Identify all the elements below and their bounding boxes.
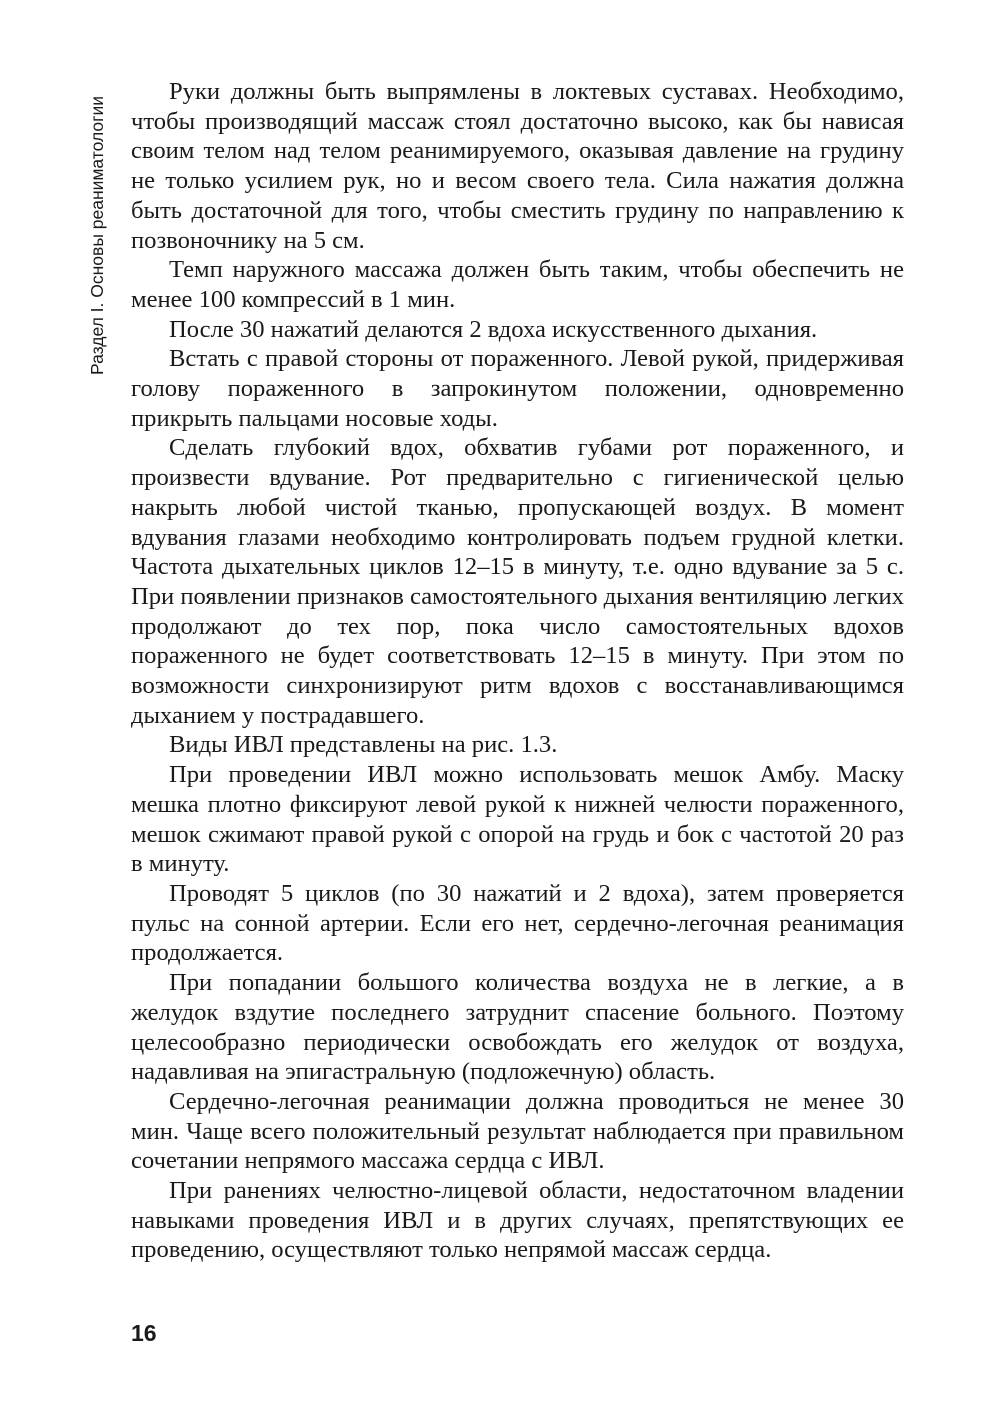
paragraph: Встать с правой стороны от пораженного. Левой рукой, придерживая голову пораженного в запрокинутом положении, одновременно прикрыть пальцами носовые ходы.: [131, 345, 904, 432]
paragraph: Темп наружного массажа должен быть таким, чтобы обеспечить не менее 100 компрессий в 1 мин.: [131, 256, 904, 313]
paragraph: При попадании большого количества воздуха не в легкие, а в желудок вздутие последнего затруднит спасение больного. Поэтому целесообразно периодически освобождать его желудок от воздуха, надавливая на эпигастральную (подложечную) область.: [131, 969, 904, 1086]
paragraph: Сделать глубокий вдох, обхватив губами рот пораженного, и произвести вдувание. Рот предварительно с гигиенической целью накрыть любой чистой тканью, пропускающей воздух. В момент вдувания глазами необходимо контролировать подъем грудной клетки. Частота дыхательных циклов 12–15 в минуту, т.е. одно вдувание за 5 с. При появлении признаков самостоятельного дыхания вентиляцию легких продолжают до тех пор, пока число самостоятельных вдохов пораженного не будет соответствовать 12–15 в минуту. При этом по возможности синхронизируют ритм вдохов с восстанавливающимся дыханием у пострадавшего.: [131, 434, 904, 729]
running-header: [78, 82, 118, 388]
paragraph: Проводят 5 циклов (по 30 нажатий и 2 вдоха), затем проверяется пульс на сонной артерии. Если его нет, сердечно-легочная реанимация продолжается.: [131, 879, 904, 967]
body-text: [131, 77, 904, 1265]
paragraph: При ранениях челюстно-лицевой области, недостаточном владении навыками проведения ИВЛ и в других случаях, препятствующих ее проведению, осуществляют только непрямой массаж сердца.: [131, 1177, 904, 1264]
paragraph: Сердечно-легочная реанимации должна проводиться не менее 30 мин. Чаще всего положительный результат наблюдается при правильном сочетании непрямого массажа сердца с ИВЛ.: [131, 1087, 904, 1175]
running-header-text: Раздел I. Основы реаниматологии: [87, 95, 108, 375]
paragraph: Виды ИВЛ представлены на рис. 1.3.: [169, 731, 558, 759]
page-number: 16: [131, 1320, 157, 1346]
paragraph: При проведении ИВЛ можно использовать мешок Амбу. Маску мешка плотно фиксируют левой рукой к нижней челюсти пораженного, мешок сжимают правой рукой с опорой на грудь и бок с частотой 20 раз в минуту.: [131, 761, 904, 878]
paragraph: Руки должны быть выпрямлены в локтевых суставах. Необходимо, чтобы производящий массаж стоял достаточно высоко, как бы нависая своим телом над телом реанимируемого, оказывая давление на грудину не только усилием рук, но и весом своего тела. Сила нажатия должна быть достаточной для того, чтобы сместить грудину по направлению к позвоночнику на 5 см.: [131, 78, 904, 254]
paragraph: После 30 нажатий делаются 2 вдоха искусственного дыхания.: [169, 315, 818, 343]
